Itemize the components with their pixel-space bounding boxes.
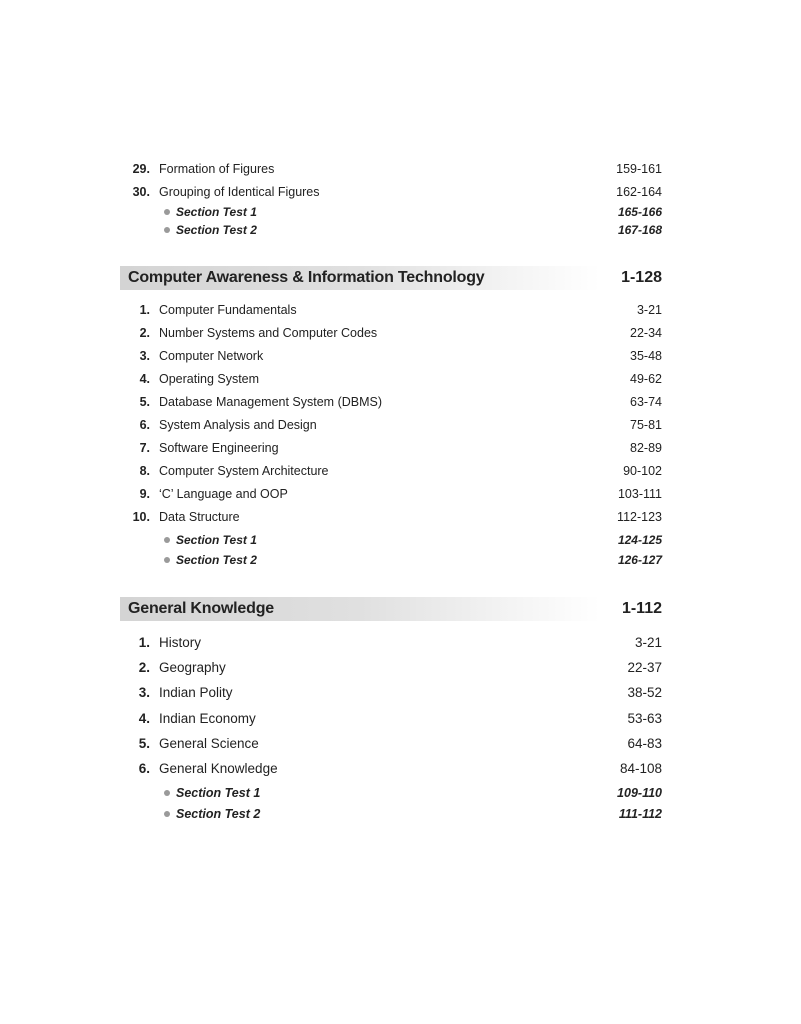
section-header-gk: [120, 597, 662, 621]
toc-entry: [120, 461, 662, 481]
entry-number: 3.: [139, 349, 150, 363]
entry-title: Number Systems and Computer Codes: [159, 326, 378, 340]
bullet-icon: [164, 209, 170, 215]
toc-entry: [120, 484, 662, 504]
entry-pages: 3-21: [634, 634, 662, 650]
test-title: Section Test 1: [176, 205, 257, 219]
entry-title: Data Structure: [159, 510, 240, 524]
toc-entry: [120, 507, 662, 527]
entry-pages: 22-37: [627, 659, 662, 675]
test-title: Section Test 1: [176, 533, 257, 547]
test-title: Section Test 1: [176, 786, 261, 800]
entry-pages: 22-34: [630, 326, 662, 340]
entry-pages: 38-52: [627, 684, 662, 700]
bullet-icon: [164, 557, 170, 563]
entry-title: Indian Economy: [159, 710, 256, 726]
section-test-entry: [120, 202, 662, 222]
test-title: Section Test 2: [176, 223, 257, 237]
entry-number: 8.: [139, 464, 150, 478]
entry-title: Operating System: [159, 372, 260, 386]
entry-title: Grouping of Identical Figures: [159, 185, 320, 199]
entry-pages: 63-74: [630, 395, 662, 409]
entry-pages: 53-63: [627, 710, 662, 726]
test-title: Section Test 2: [176, 807, 261, 821]
toc-entry: [120, 733, 662, 753]
toc-entry: [120, 159, 662, 179]
toc-entry: [120, 323, 662, 343]
section-header-computer: [120, 266, 662, 290]
test-pages: 124-125: [617, 533, 662, 547]
test-title: Section Test 2: [176, 553, 257, 567]
bullet-icon: [164, 227, 170, 233]
entry-title: Indian Polity: [159, 684, 233, 700]
entry-number: 9.: [139, 487, 150, 501]
entry-number: 4.: [139, 372, 150, 386]
entry-pages: 75-81: [630, 418, 662, 432]
section-test-entry: [120, 804, 662, 824]
entry-number: 29.: [132, 162, 150, 176]
entry-pages: 159-161: [616, 162, 662, 176]
toc-entry: [120, 392, 662, 412]
bullet-icon: [164, 537, 170, 543]
section-pages: 1-128: [621, 269, 662, 286]
entry-number: 1.: [139, 303, 150, 317]
entry-pages: 3-21: [636, 303, 662, 317]
entry-number: 7.: [139, 441, 150, 455]
toc-entry: [120, 682, 662, 702]
test-pages: 167-168: [617, 223, 662, 237]
entry-pages: 90-102: [623, 464, 662, 478]
entry-title: Database Management System (DBMS): [159, 395, 383, 409]
entry-number: 4.: [138, 710, 150, 726]
toc-entry: [120, 369, 662, 389]
section-pages: 1-112: [621, 600, 662, 617]
section-test-entry: [120, 550, 662, 570]
toc-entry: [120, 182, 662, 202]
entry-number: 5.: [139, 395, 150, 409]
toc-entry: [120, 758, 662, 778]
entry-title: Computer Fundamentals: [159, 303, 297, 317]
entry-pages: 49-62: [630, 372, 662, 386]
entry-pages: 35-48: [630, 349, 662, 363]
toc-entry: [120, 300, 662, 320]
entry-title: General Science: [159, 735, 259, 751]
entry-title: ‘C’ Language and OOP: [159, 487, 288, 501]
toc-entry: [120, 657, 662, 677]
entry-title: General Knowledge: [159, 760, 278, 776]
entry-pages: 162-164: [616, 185, 662, 199]
entry-title: Computer Network: [159, 349, 264, 363]
section-title: Computer Awareness & Information Technology: [128, 269, 485, 286]
test-pages: 165-166: [617, 205, 662, 219]
entry-pages: 82-89: [630, 441, 662, 455]
entry-number: 3.: [138, 684, 150, 700]
entry-title: Software Engineering: [159, 441, 279, 455]
entry-title: Formation of Figures: [159, 162, 275, 176]
entry-title: Geography: [159, 659, 226, 675]
entry-title: System Analysis and Design: [159, 418, 317, 432]
toc-entry: [120, 415, 662, 435]
test-pages: 109-110: [617, 786, 662, 800]
entry-number: 1.: [138, 634, 150, 650]
entry-number: 10.: [132, 510, 150, 524]
section-title: General Knowledge: [128, 600, 274, 617]
entry-pages: 64-83: [627, 735, 662, 751]
entry-title: History: [159, 634, 202, 650]
entry-pages: 103-111: [617, 487, 662, 501]
toc-entry: [120, 708, 662, 728]
entry-number: 2.: [139, 326, 150, 340]
section-test-entry: [120, 530, 662, 550]
entry-number: 2.: [138, 659, 150, 675]
bullet-icon: [164, 811, 170, 817]
toc-entry: [120, 632, 662, 652]
entry-pages: 112-123: [617, 510, 662, 524]
toc-entry: [120, 438, 662, 458]
test-pages: 126-127: [617, 553, 662, 567]
entry-number: 30.: [132, 185, 150, 199]
section-test-entry: [120, 783, 662, 803]
toc-entry: [120, 346, 662, 366]
entry-number: 5.: [138, 735, 150, 751]
test-pages: 111-112: [618, 807, 662, 821]
entry-number: 6.: [139, 418, 150, 432]
entry-title: Computer System Architecture: [159, 464, 329, 478]
entry-number: 6.: [138, 760, 150, 776]
bullet-icon: [164, 790, 170, 796]
section-test-entry: [120, 220, 662, 240]
entry-pages: 84-108: [619, 760, 662, 776]
